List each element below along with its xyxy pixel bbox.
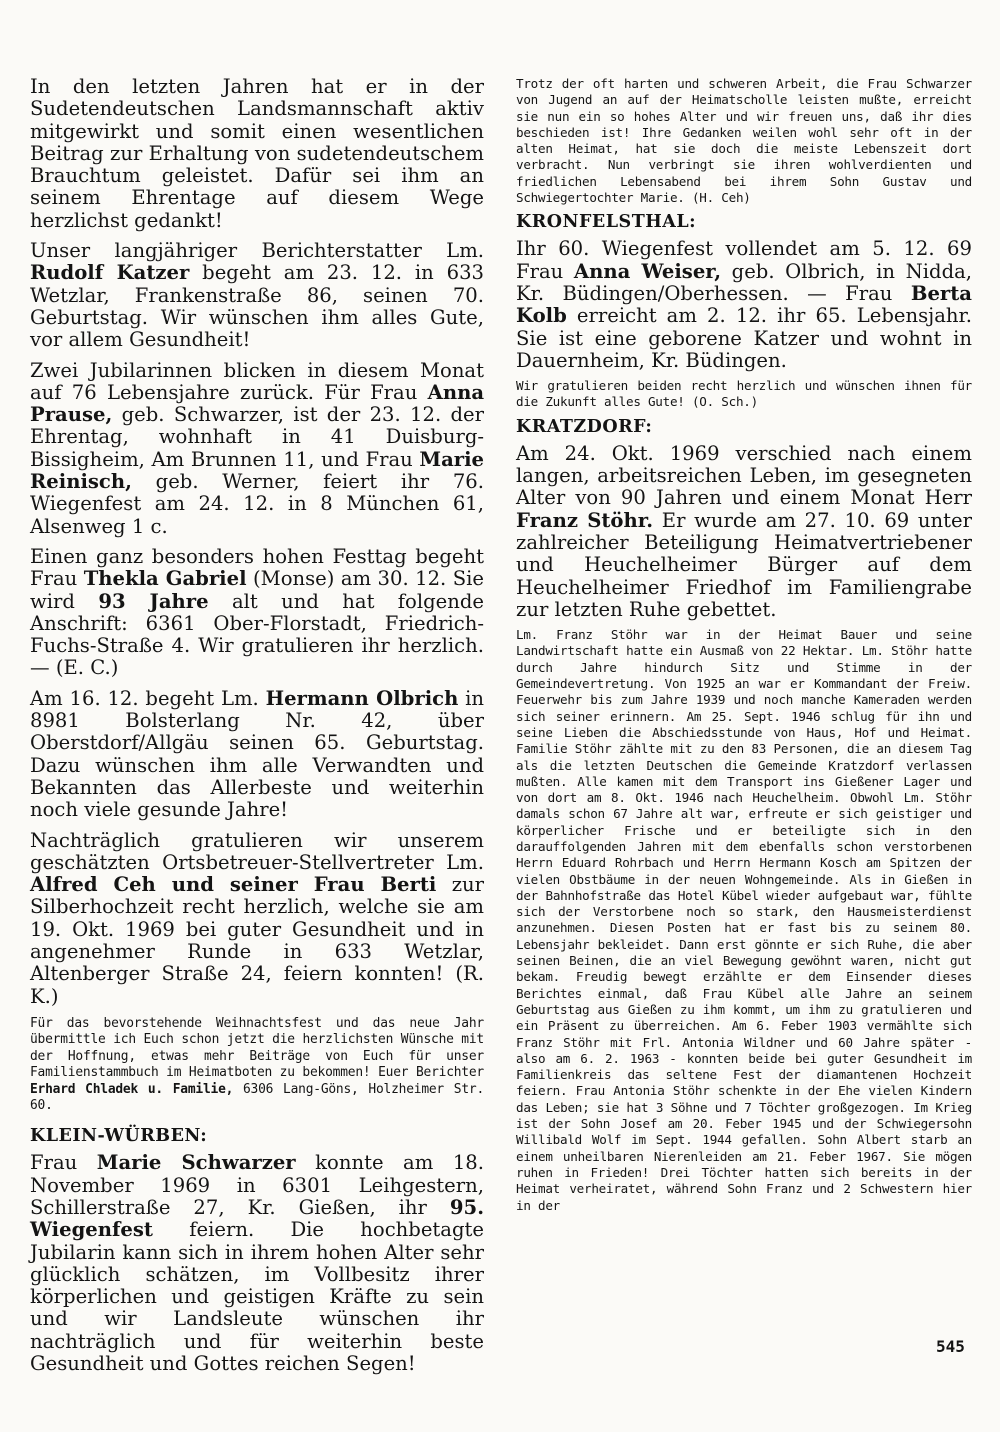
heading-klein-wuerben: KLEIN-WÜRBEN:: [30, 1126, 208, 1147]
name-thekla-gabriel: Thekla Gabriel: [83, 567, 247, 591]
note-stoehr-biography: Lm. Franz Stöhr war in der Heimat Bauer und seine Landwirtschaft hatte ein Ausmaß von 22 Hektar. Lm. Stöhr hatte durch Jahre hindurch Sitz und Stimme in der Gemeindevertretung. Von 1925 an war er Kommandant der Freiw. Feuerwehr bis zum Jahre 1939 und noch manche Kameraden werden sich seiner erinnern. Am 25. Sept. 1946 schlug für ihn und seine Lieben die Abschiedsstunde von Haus, Hof und Heimat. Familie Stöhr zählte mit zu den 83 Personen, die an diesem Tag als die letzten Deutschen die Gemeinde Kratzdorf verlassen mußten. Alle kamen mit dem Transport ins Gießener Lager und von dort am 8. Okt. 1946 nach Heuchelheim. Obwohl Lm. Stöhr damals schon 67 Jahre alt war, erfreute er sich geistiger und körperlicher Frische und er beteiligte sich in den darauffolgenden Jahren mit dem ebenfalls schon verstorbenen Herrn Eduard Rohrbach und Herrn Hermann Kosch am Spitzen der vielen Obstbäume in der neuen Wohngemeinde. Als in Gießen in der Bahnhofstraße das Hotel Kübel wieder aufgebaut war, fühlte sich der Verstorbene noch so stark, den Hausmeisterdienst anzunehmen. Diesen Posten hat er fast bis zu seinem 80. Lebensjahr bekleidet. Dann erst gönnte er sich Ruhe, die aber seinen Beinen, die an viel Bewegung gewöhnt waren, nicht gut bekam. Freudig bewegt erzählte er dem Einsender dieses Berichtes einmal, daß Frau Kübel alle Jahre an seinem Geburtstag aus Gießen zu ihm kommt, um ihm zu gratulieren und ein Präsent zu überreichen. Am 6. Feber 1903 vermählte sich Franz Stöhr mit Frl. Antonia Wildner und 60 Jahre später - also am 6. 2. 1963 - konnten beide bei guter Gesundheit im Familienkreis das seltene Fest der diamantenen Hochzeit feiern. Frau Antonia Stöhr schenkte in der Ehe vielen Kindern das Leben; sie hat 3 Söhne und 7 Töchter großgezogen. Im Krieg ist der Sohn Josef am 20. Feber 1945 und der Schwiegersohn Willibald Wolf im Sept. 1944 gefallen. Sohn Albert starb an einem unheilbaren Nierenleiden am 21. Feber 1967. Sie mögen ruhen in Frieden! Drei Töchter hatten sich bereits in der Heimat verheiratet, während Sohn Franz und 2 Schwestern hier in der: [516, 627, 972, 1213]
heading-kronfelsthal: KRONFELSTHAL:: [516, 212, 697, 233]
note-gratulation: Wir gratulieren beiden recht herzlich und wünschen ihnen für die Zukunft alles Gute! (O. Sch.): [516, 378, 972, 410]
name-marie-schwarzer: Marie Schwarzer: [96, 1151, 296, 1175]
paragraph-ceh: Nachträglich gratulieren wir unserem geschätzten Ortsbetreuer-Stellvertreter Lm. Alfred Ceh und seiner Frau Berti zur Silberhochzeit recht herzlich, welche sie am 19. Okt. 1969 bei guter Gesundheit und in angenehmer Runde in 633 Wetzlar, Altenberger Straße 24, feiern konnten! (R. K.): [30, 828, 484, 1008]
note-chladek: Für das bevorstehende Weihnachtsfest und das neue Jahr übermittle ich Euch schon jetzt die herzlichsten Wünsche mit der Hoffnung, etwas mehr Beiträge von Euch für unser Familienstammbuch im Heimatboten zu bekommen! Euer Berichter Erhard Chladek u. Familie, 6306 Lang-Göns, Holzheimer Str. 60.: [30, 1015, 485, 1113]
paragraph-weiser-kolb: Ihr 60. Wiegenfest vollendet am 5. 12. 69 Frau Anna Weiser, geb. Olbrich, in Nidda, Kr. Büdingen/Oberhessen. — Frau Berta Kolb erreicht am 2. 12. ihr 65. Lebensjahr. Sie ist eine geborene Katzer und wohnt in Dauernheim, Kr. Büdingen.: [516, 237, 973, 372]
name-hermann-olbrich: Hermann Olbrich: [265, 686, 459, 710]
name-rudolf-katzer: Rudolf Katzer: [30, 261, 190, 285]
name-erhard-chladek: Erhard Chladek u. Familie,: [30, 1081, 234, 1097]
wiegenfest-95: 95. Wiegenfest: [30, 1195, 485, 1242]
paragraph-olbrich: Am 16. 12. begeht Lm. Hermann Olbrich in 8981 Bolsterlang Nr. 42, über Oberstdorf/Allgäu seinen 65. Geburtstag. Dazu wünschen ihm alle Verwandten und Bekannten das Allerbeste und weiterhin noch viele gesunde Jahre!: [30, 686, 485, 822]
heading-kratzdorf: KRATZDORF:: [516, 416, 653, 437]
paragraph-jubilarinnen: Zwei Jubilarinnen blicken in diesem Monat auf 76 Lebensjahre zurück. Für Frau Anna Prause, geb. Schwarzer, ist der 23. 12. der Ehrentag, wohnhaft in 41 Duisburg-Bissigheim, Am Brunnen 11, und Frau Marie Reinisch, geb. Werner, feiert ihr 76. Wiegenfest am 24. 12. in 8 München 61, Alsenweg 1 c.: [30, 358, 485, 538]
paragraph-stoehr: Am 24. Okt. 1969 verschied nach einem langen, arbeitsreichen Leben, im gesegneten Alter von 90 Jahren und einem Monat Herr Franz Stöhr. Er wurde am 27. 10. 69 unter zahlreicher Beteiligung Heimatvertriebener und Heuchelheimer Bürger auf dem Heuchelheimer Friedhof im Familiengrabe zur letzten Ruhe gebettet.: [516, 441, 972, 621]
name-berta-kolb: Berta Kolb: [516, 281, 972, 328]
paragraph-katzer: Unser langjähriger Berichterstatter Lm. Rudolf Katzer begeht am 23. 12. in 633 Wetzlar, Frankenstraße 86, seinen 70. Geburtstag. Wir wünschen ihm alles Gute, vor allem Gesundheit!: [30, 239, 485, 352]
name-franz-stoehr: Franz Stöhr.: [516, 508, 654, 532]
name-marie-reinisch: Marie Reinisch,: [30, 447, 484, 494]
name-alfred-ceh: Alfred Ceh und seiner Frau Berti: [30, 873, 437, 897]
name-anna-weiser: Anna Weiser,: [573, 259, 722, 283]
paragraph-gabriel: Einen ganz besonders hohen Festtag begeht Frau Thekla Gabriel (Monse) am 30. 12. Sie wird 93 Jahre alt und hat folgende Anschrift: 6361 Ober-Florstadt, Friedrich-Fuchs-Straße 4. Wir gratulieren ihr herzlich. — (E. C.): [30, 544, 485, 680]
paragraph-schwarzer: Frau Marie Schwarzer konnte am 18. November 1969 in 6301 Leihgestern, Schillerstraße 27, Kr. Gießen, ihr 95. Wiegenfest feiern. Die hochbetagte Jubilarin kann sich in ihrem hohen Alter sehr glücklich schätzen, im Vollbesitz ihrer körperlichen und geistigen Kräfte zu sein und wir Landsleute wünschen ihr nachträglich und für weiterhin beste Gesundheit und Gottes reichen Segen!: [30, 1151, 485, 1375]
left-column: [30, 76, 484, 1383]
name-anna-prause: Anna Prause,: [30, 380, 485, 427]
age-93: 93 Jahre: [98, 589, 209, 613]
paragraph-sudeten: In den letzten Jahren hat er in der Sudetendeutschen Landsmannschaft aktiv mitgewirkt und somit einen wesentlichen Beitrag zur Erhaltung von sudetendeutschem Brauchtum geleistet. Dafür sei ihm an seinem Ehrentage auf diesem Wege herzlichst gedankt!: [30, 75, 484, 232]
right-column: [516, 76, 972, 1220]
note-schwarzer-continued: Trotz der oft harten und schweren Arbeit, die Frau Schwarzer von Jugend an auf der Heimatscholle leisten mußte, erreicht sie nun ein so hohes Alter und wir freuen uns, daß ihr dies beschieden ist! Ihre Gedanken weilen wohl sehr oft in der alten Heimat, hat sie doch die meiste Lebenszeit dort verbracht. Nun verbringt sie ihren wohlverdienten und friedlichen Lebensabend bei ihrem Sohn Gustav und Schwiegertochter Marie. (H. Ceh): [516, 76, 972, 206]
page-number: 545: [936, 1337, 965, 1356]
